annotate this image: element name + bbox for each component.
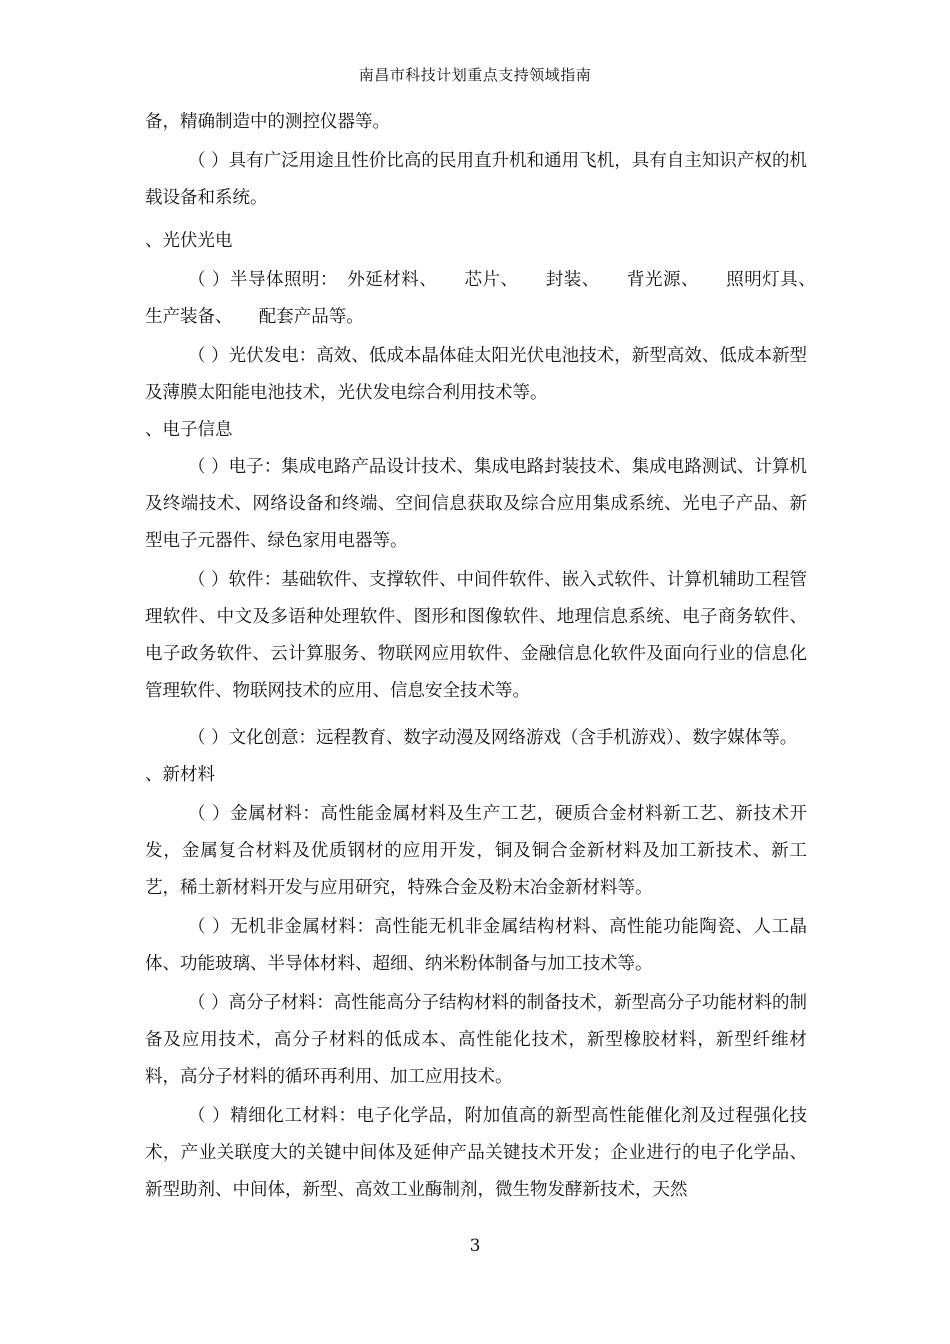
section-heading-photovoltaic: 、光伏光电 (145, 231, 233, 251)
running-header: 南昌市科技计划重点支持领域指南 (358, 66, 592, 84)
paragraph-metal-materials: （ ）金属材料：高性能金属材料及生产工艺，硬质合金材料新工艺、新技术开发，金属复合材料及优质钢材的应用开发，铜及铜合金新材料及加工新技术、新工艺，稀土新材料开发与应用研究，特殊合金及粉末冶金新材料等。 (145, 804, 807, 898)
section-heading-new-materials: 、新材料 (145, 765, 215, 785)
paragraph-software: （ ）软件：基础软件、支撑软件、中间件软件、嵌入式软件、计算机辅助工程管理软件、中文及多语种处理软件、图形和图像软件、地理信息系统、电子商务软件、电子政务软件、云计算服务、物联网应用软件、金融信息化软件及面向行业的信息化管理软件、物联网技术的应用、信息安全技术等。 (145, 570, 807, 701)
paragraph-fine-chemical: （ ）精细化工材料：电子化学品，附加值高的新型高性能催化剂及过程强化技术，产业关联度大的关键中间体及延伸产品关键技术开发；企业进行的电子化学品、新型助剂、中间体，新型、高效工业酶制剂，微生物发酵新技术，天然 (145, 1106, 807, 1200)
page-number: 3 (469, 1236, 481, 1256)
paragraph-photovoltaic-power: （ ）光伏发电：高效、低成本晶体硅太阳光伏电池技术，新型高效、低成本新型及薄膜太阳能电池技术，光伏发电综合利用技术等。 (145, 346, 807, 403)
paragraph-intro-continued: 备，精确制造中的测控仪器等。 (145, 112, 390, 132)
paragraph-aircraft: （ ）具有广泛用途且性价比高的民用直升机和通用飞机，具有自主知识产权的机载设备和系统。 (145, 151, 807, 208)
paragraph-semiconductor-lighting: （ ）半导体照明： 外延材料、 芯片、 封装、 背光源、 照明灯具、 生产装备、 配套产品等。 (145, 270, 842, 327)
paragraph-electronics: （ ）电子：集成电路产品设计技术、集成电路封装技术、集成电路测试、计算机及终端技术、网络设备和终端、空间信息获取及综合应用集成系统、光电子产品、新型电子元器件、绿色家用电器等。 (145, 457, 807, 551)
section-heading-electronic-information: 、电子信息 (145, 420, 233, 440)
paragraph-polymer-materials: （ ）高分子材料：高性能高分子结构材料的制备技术，新型高分子功能材料的制备及应用技术，高分子材料的低成本、高性能化技术，新型橡胶材料，新型纤维材料，高分子材料的循环再利用、加工应用技术。 (145, 993, 807, 1087)
document-body (145, 104, 842, 1209)
paragraph-cultural-creativity: （ ）文化创意：远程教育、数字动漫及网络游戏（含手机游戏）、数字媒体等。 (188, 728, 798, 748)
paragraph-inorganic-nonmetal: （ ）无机非金属材料：高性能无机非金属结构材料、高性能功能陶瓷、人工晶体、功能玻璃、半导体材料、超细、纳米粉体制备与加工技术等。 (145, 917, 807, 974)
